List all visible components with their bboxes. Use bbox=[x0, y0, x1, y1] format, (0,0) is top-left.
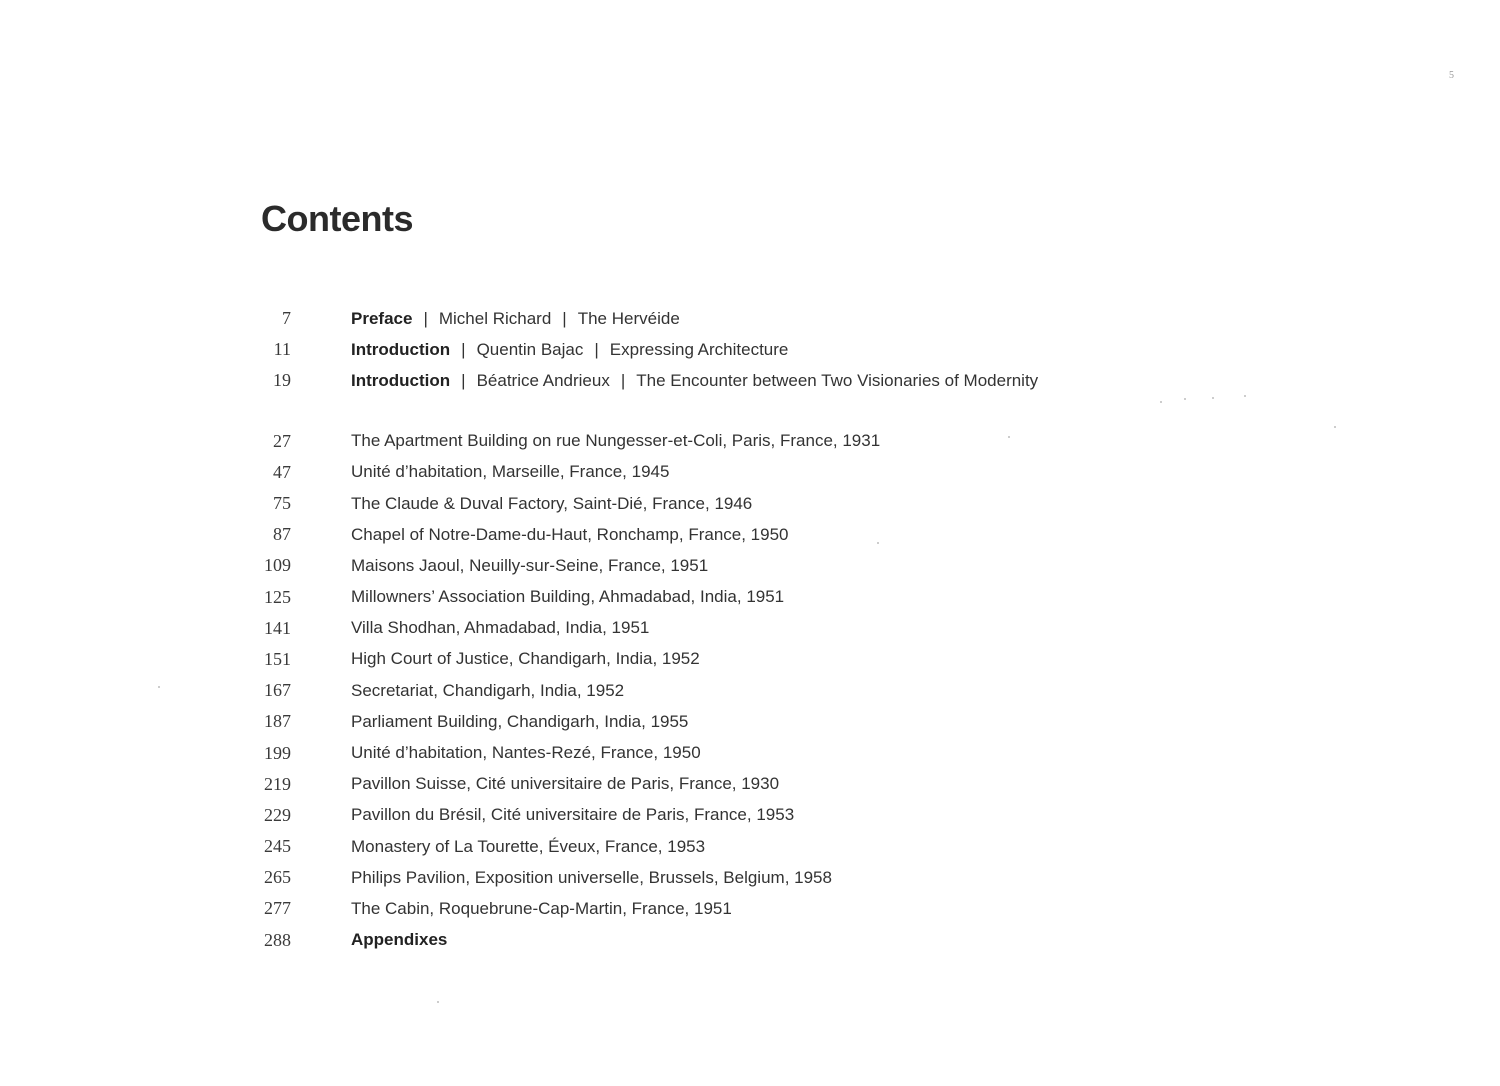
toc-entry-preface[interactable] bbox=[240, 303, 1140, 334]
toc-entry-introduction-bajac[interactable] bbox=[240, 334, 1140, 365]
toc-page-number: 288 bbox=[264, 929, 291, 950]
toc-entry-title: Chapel of Notre-Dame-du-Haut, Ronchamp, France, 1950 bbox=[351, 524, 789, 544]
toc-entry-author: Michel Richard bbox=[438, 308, 552, 328]
separator: | bbox=[620, 370, 626, 390]
toc-page-number: 47 bbox=[273, 461, 291, 482]
page-title: Contents bbox=[261, 198, 413, 239]
toc-page-number: 75 bbox=[273, 493, 291, 514]
toc-page-number: 167 bbox=[264, 680, 291, 701]
toc-page-number: 229 bbox=[264, 804, 291, 825]
toc-page-number: 277 bbox=[264, 898, 291, 919]
toc-entry-title: Unité d’habitation, Marseille, France, 1945 bbox=[351, 462, 670, 482]
separator: | bbox=[461, 339, 466, 359]
table-of-contents bbox=[240, 303, 1140, 956]
scan-speck bbox=[1212, 397, 1214, 399]
toc-entry-subtitle: Expressing Architecture bbox=[609, 339, 789, 359]
toc-page-number: 87 bbox=[273, 524, 291, 545]
scan-speck bbox=[437, 1001, 439, 1003]
toc-entry-author: Quentin Bajac bbox=[476, 339, 584, 359]
separator: | bbox=[461, 370, 466, 390]
toc-entry-title: The Claude & Duval Factory, Saint-Dié, France, 1946 bbox=[351, 493, 753, 513]
toc-entry-appendixes[interactable] bbox=[240, 925, 1140, 956]
toc-entry-chapter[interactable] bbox=[240, 550, 1140, 581]
separator: | bbox=[423, 308, 428, 328]
page-number: 5 bbox=[1449, 70, 1454, 81]
toc-entry-chapter[interactable] bbox=[240, 519, 1140, 550]
toc-entry-chapter[interactable] bbox=[240, 582, 1140, 613]
toc-entry-title: Parliament Building, Chandigarh, India, 1955 bbox=[351, 711, 689, 731]
scan-speck bbox=[1160, 401, 1162, 403]
toc-entry-title: Maisons Jaoul, Neuilly-sur-Seine, France, 1951 bbox=[351, 555, 709, 575]
toc-page-number: 199 bbox=[264, 742, 291, 763]
toc-page-number: 245 bbox=[264, 836, 291, 857]
toc-entry-label: Appendixes bbox=[351, 930, 448, 950]
toc-entry-chapter[interactable] bbox=[240, 675, 1140, 706]
toc-page-number: 141 bbox=[264, 617, 291, 638]
toc-page-number: 109 bbox=[264, 555, 291, 576]
toc-page-number: 187 bbox=[264, 711, 291, 732]
toc-entry-chapter[interactable] bbox=[240, 800, 1140, 831]
toc-entry-title: Pavillon du Brésil, Cité universitaire de Paris, France, 1953 bbox=[351, 805, 795, 825]
toc-entry-title: Pavillon Suisse, Cité universitaire de Paris, France, 1930 bbox=[351, 774, 780, 794]
toc-entry-author: Béatrice Andrieux bbox=[476, 370, 610, 390]
toc-entry-title: High Court of Justice, Chandigarh, India, 1952 bbox=[351, 649, 700, 669]
scan-speck bbox=[1244, 395, 1246, 397]
toc-entry-label: Introduction bbox=[351, 339, 451, 359]
toc-entry-title: Unité d’habitation, Nantes-Rezé, France, 1950 bbox=[351, 743, 701, 763]
toc-entry-chapter[interactable] bbox=[240, 737, 1140, 768]
separator: | bbox=[594, 339, 599, 359]
scan-speck bbox=[877, 542, 879, 544]
toc-page-number: 219 bbox=[264, 773, 291, 794]
scan-speck bbox=[1334, 426, 1336, 428]
separator: | bbox=[562, 308, 567, 328]
toc-entry-title: Secretariat, Chandigarh, India, 1952 bbox=[351, 680, 625, 700]
toc-entry-introduction-andrieux[interactable] bbox=[240, 365, 1140, 396]
toc-page-number: 265 bbox=[264, 867, 291, 888]
scan-speck bbox=[1008, 436, 1010, 438]
toc-entry-chapter[interactable] bbox=[240, 862, 1140, 893]
toc-entry-chapter[interactable] bbox=[240, 426, 1140, 457]
toc-page-number: 27 bbox=[273, 430, 291, 451]
toc-entry-title: Philips Pavilion, Exposition universelle, Brussels, Belgium, 1958 bbox=[351, 867, 832, 887]
toc-page-number: 11 bbox=[273, 339, 291, 360]
toc-entry-chapter[interactable] bbox=[240, 769, 1140, 800]
toc-entry-chapter[interactable] bbox=[240, 457, 1140, 488]
scan-speck bbox=[158, 686, 160, 688]
toc-entry-title: The Apartment Building on rue Nungesser-et-Coli, Paris, France, 1931 bbox=[351, 431, 881, 451]
toc-entry-title: Millowners’ Association Building, Ahmadabad, India, 1951 bbox=[351, 587, 785, 607]
toc-entry-chapter[interactable] bbox=[240, 831, 1140, 862]
toc-page-number: 125 bbox=[264, 586, 291, 607]
toc-page-number: 19 bbox=[273, 370, 291, 391]
toc-entry-title: The Cabin, Roquebrune-Cap-Martin, France, 1951 bbox=[351, 898, 732, 918]
toc-entry-chapter[interactable] bbox=[240, 613, 1140, 644]
toc-entry-chapter[interactable] bbox=[240, 706, 1140, 737]
toc-page-number: 151 bbox=[264, 648, 291, 669]
toc-entry-label: Preface bbox=[351, 308, 413, 328]
toc-entry-chapter[interactable] bbox=[240, 893, 1140, 924]
toc-entry-chapter[interactable] bbox=[240, 488, 1140, 519]
toc-entry-subtitle: The Encounter between Two Visionaries of Modernity bbox=[636, 370, 1039, 390]
toc-entry-title: Monastery of La Tourette, Éveux, France, 1953 bbox=[351, 836, 706, 856]
scan-speck bbox=[1184, 398, 1186, 400]
toc-entry-subtitle: The Hervéide bbox=[577, 308, 680, 328]
toc-entry-chapter[interactable] bbox=[240, 644, 1140, 675]
section-spacer bbox=[240, 397, 1140, 426]
toc-page-number: 7 bbox=[282, 308, 291, 329]
toc-entry-label: Introduction bbox=[351, 370, 451, 390]
toc-entry-title: Villa Shodhan, Ahmadabad, India, 1951 bbox=[351, 618, 650, 638]
